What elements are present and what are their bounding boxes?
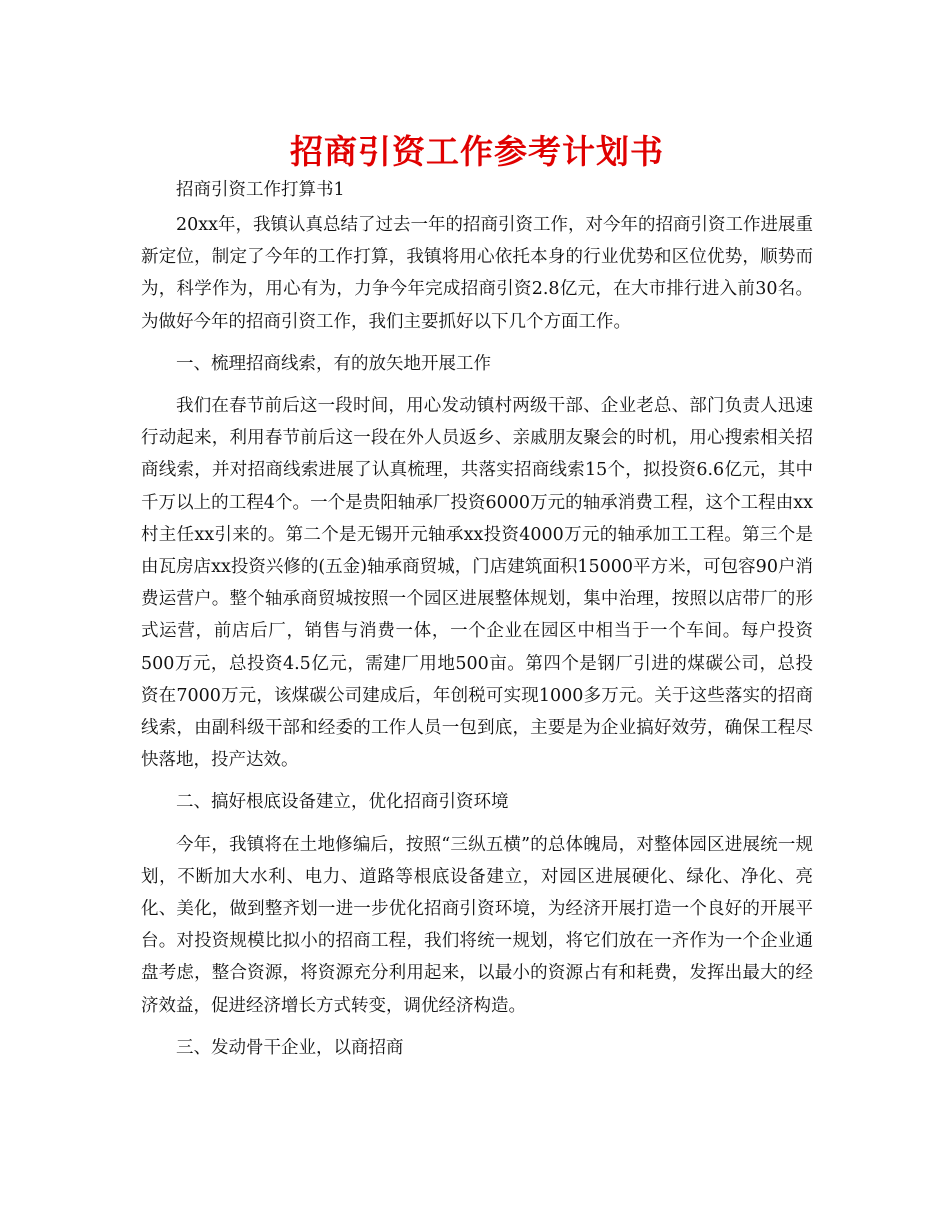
document-page — [141, 128, 813, 1074]
paragraph-section-1: 我们在春节前后这一段时间，用心发动镇村两级干部、企业老总、部门负责人迅速行动起来，利用春节前后这一段在外人员返乡、亲戚朋友聚会的时机，用心搜索相关招商线索，并对招商线索进展了认真梳理，共落实招商线索15个，拟投资6.6亿元，其中千万以上的工程4个。一个是贵阳轴承厂投资6000万元的轴承消费工程，这个工程由xx村主任xx引来的。第二个是无锡开元轴承xx投资4000万元的轴承加工工程。第三个是由瓦房店xx投资兴修的(五金)轴承商贸城，门店建筑面积15000平方米，可包容90户消费运营户。整个轴承商贸城按照一个园区进展整体规划，集中治理，按照以店带厂的形式运营，前店后厂，销售与消费一体，一个企业在园区中相当于一个车间。每户投资500万元，总投资4.5亿元，需建厂用地500亩。第四个是钢厂引进的煤碳公司，总投资在7000万元，该煤碳公司建成后，年创税可实现1000多万元。关于这些落实的招商线索，由副科级干部和经委的工作人员一包到底，主要是为企业搞好效劳，确保工程尽快落地，投产达效。 — [141, 396, 813, 771]
document-title: 招商引资工作参考计划书 — [290, 132, 664, 171]
section-heading-2: 二、搞好根底设备建立，优化招商引资环境 — [176, 792, 509, 813]
document-subtitle: 招商引资工作打算书1 — [176, 180, 345, 200]
section-heading-1: 一、梳理招商线索，有的放矢地开展工作 — [176, 353, 491, 374]
paragraph-intro: 20xx年，我镇认真总结了过去一年的招商引资工作，对今年的招商引资工作进展重新定位，制定了今年的工作打算，我镇将用心依托本身的行业优势和区位优势，顺势而为，科学作为，用心有为，力争今年完成招商引资2.8亿元，在大市排行进入前30名。为做好今年的招商引资工作，我们主要抓好以下几个方面工作。 — [141, 215, 814, 332]
paragraph-section-2: 今年，我镇将在土地修编后，按照“三纵五横”的总体魄局，对整体园区进展统一规划，不断加大水利、电力、道路等根底设备建立，对园区进展硬化、绿化、净化、亮化、美化，做到整齐划一进一步优化招商引资环境，为经济开展打造一个良好的开展平台。对投资规模比拟小的招商工程，我们将统一规划，将它们放在一齐作为一个企业通盘考虑，整合资源，将资源充分利用起来，以最小的资源占有和耗费，发挥出最大的经济效益，促进经济增长方式转变，调优经济构造。 — [141, 834, 813, 1016]
section-heading-3: 三、发动骨干企业，以商招商 — [176, 1037, 404, 1058]
